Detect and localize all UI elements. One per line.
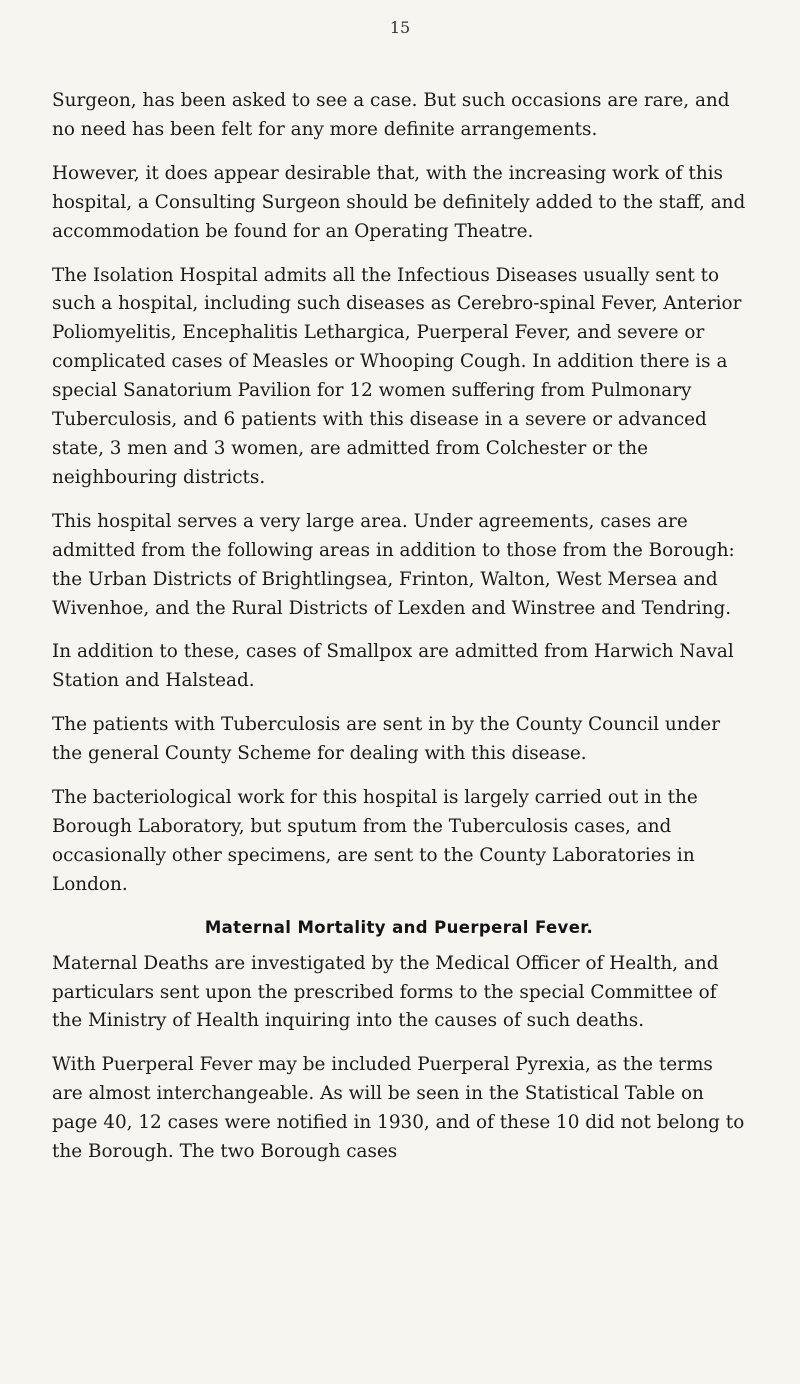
paragraph-surgeon-cases: Surgeon, has been asked to see a case. But such occasions are rare, and no need has been felt for any more definite arrangements. [52,90,730,140]
page-number: 15 [389,18,411,37]
paragraph-consulting-surgeon: However, it does appear desirable that, with the increasing work of this hospital, a Consulting Surgeon should be definitely added to the staff, and accommodation be found for an Operating Theatre. [52,162,746,242]
page-body [52,87,746,1182]
paragraph-service-area: This hospital serves a very large area. Under agreements, cases are admitted from the following areas in addition to those from the Borough: the Urban Districts of Brightlingsea, Frinton, Walton, West Mersea and Wivenhoe, and the Rural Districts of Lexden and Winstree and Tendring. [52,510,735,619]
paragraph-isolation-hospital: The Isolation Hospital admits all the Infectious Diseases usually sent to such a hospital, including such diseases as Cerebro-spinal Fever, Anterior Poliomyelitis, Encephalitis Lethargica, Puerperal Fever, and severe or complicated cases of Measles or Whooping Cough. In addition there is a special Sanatorium Pavilion for 12 women suffering from Pulmonary Tuberculosis, and 6 patients with this disease in a severe or advanced state, 3 men and 3 women, are admitted from Colchester or the neighbouring districts. [52,264,742,488]
paragraph-bacteriological-work: The bacteriological work for this hospital is largely carried out in the Borough Laboratory, but sputum from the Tuberculosis cases, and occasionally other specimens, are sent to the County Laboratories in London. [52,787,698,895]
paragraph-tuberculosis: The patients with Tuberculosis are sent in by the County Council under the general County Scheme for dealing with this disease. [52,714,720,765]
paragraph-maternal-deaths: Maternal Deaths are investigated by the Medical Officer of Health, and particulars sent upon the prescribed forms to the special Committee of the Ministry of Health inquiring into the causes of such deaths. [52,952,719,1032]
section-heading: Maternal Mortality and Puerperal Fever. [204,917,594,937]
paragraph-puerperal-fever: With Puerperal Fever may be included Puerperal Pyrexia, as the terms are almost interchangeable. As will be seen in the Statistical Table on page 40, 12 cases were notified in 1930, and of these 10 did not belong to the Borough. The two Borough cases [52,1054,745,1163]
paragraph-smallpox: In addition to these, cases of Smallpox are admitted from Harwich Naval Station and Halstead. [52,641,734,692]
